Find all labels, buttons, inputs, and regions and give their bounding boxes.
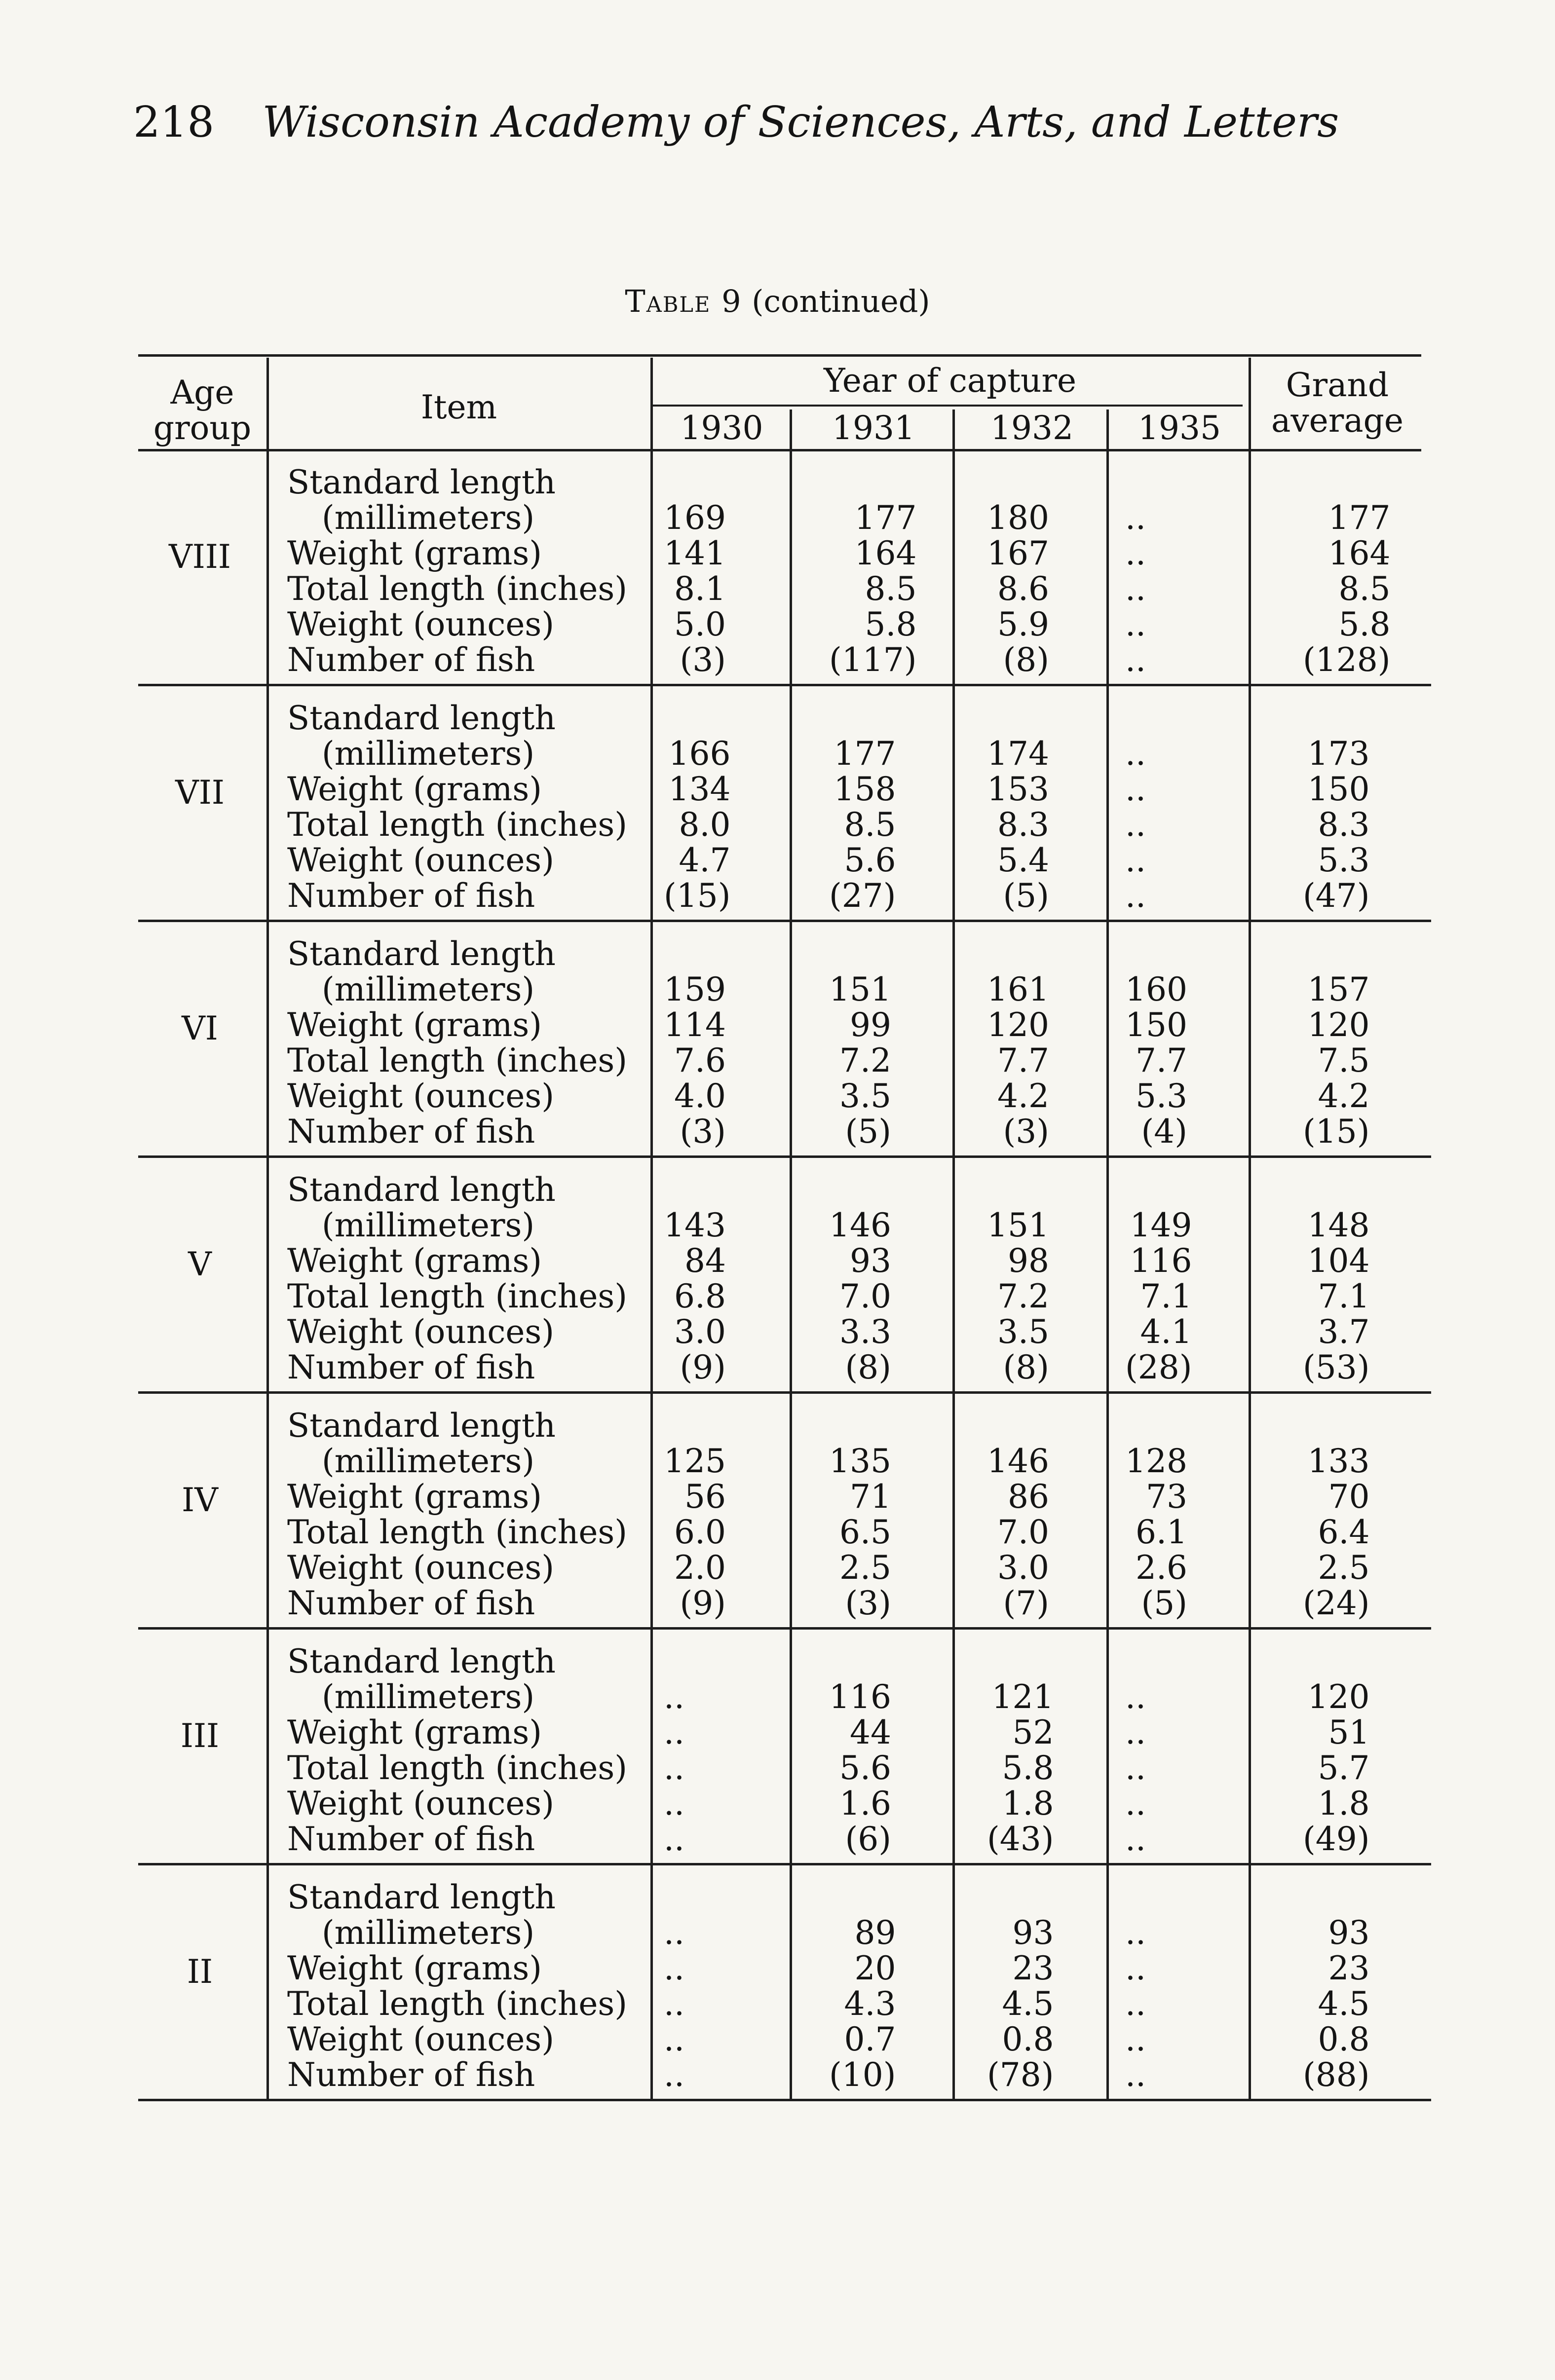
age-group-label: VII <box>175 774 225 812</box>
item-labels <box>287 465 627 678</box>
table-cell: 0.8 <box>1318 2020 1370 2058</box>
header-year-1932: 1932 <box>990 409 1073 447</box>
item-label: Weight (grams) <box>287 534 542 572</box>
table-cell: 86 <box>1008 1478 1049 1516</box>
table-cell: (47) <box>1303 877 1370 915</box>
item-label: (millimeters) <box>322 1914 535 1952</box>
item-label: Standard length <box>287 463 556 501</box>
table-cell: 114 <box>664 1006 726 1044</box>
age-group-label: VIII <box>169 538 231 576</box>
table-cell: .. <box>664 2056 684 2094</box>
value-column-y1935 <box>1125 736 1146 914</box>
value-column-y1931 <box>829 1444 891 1621</box>
value-column-y1930 <box>664 1679 684 1857</box>
table-cell: 7.0 <box>839 1277 891 1315</box>
item-labels <box>287 1644 627 1857</box>
table-cell: (5) <box>1141 1584 1187 1622</box>
table-cell: 160 <box>1125 970 1187 1008</box>
item-label: Standard length <box>287 1171 556 1209</box>
table-cell: .. <box>664 1914 684 1952</box>
value-column-y1931 <box>829 1679 891 1857</box>
value-column-y1935 <box>1125 1444 1187 1621</box>
table-cell: 51 <box>1328 1713 1370 1751</box>
item-label: Number of fish <box>287 877 535 915</box>
item-label: Standard length <box>287 1878 556 1916</box>
table-cell: 6.5 <box>839 1513 891 1551</box>
table-cell: .. <box>1125 841 1146 879</box>
table-cell: 23 <box>1012 1949 1054 1987</box>
table-cell: .. <box>1125 1785 1146 1822</box>
table-cell: 164 <box>1328 534 1391 572</box>
item-label: Weight (grams) <box>287 1006 542 1044</box>
group-separator-rule <box>138 920 1431 922</box>
table-cell: 3.3 <box>839 1313 891 1351</box>
table-cell: (9) <box>680 1348 726 1386</box>
table-cell: .. <box>664 1678 684 1716</box>
table-cell: 8.1 <box>674 570 726 608</box>
table-cell: 8.3 <box>997 806 1049 844</box>
header-year-1930: 1930 <box>680 409 763 447</box>
table-cell: 7.1 <box>1318 1277 1370 1315</box>
header-year-1931: 1931 <box>832 409 915 447</box>
value-column-y1930 <box>664 972 726 1150</box>
table-cell: 164 <box>854 534 917 572</box>
table-continuation: (continued) <box>752 283 930 319</box>
header-bottom-rule <box>138 449 1421 451</box>
item-label: Number of fish <box>287 1348 535 1386</box>
table-cell: (8) <box>1003 1348 1049 1386</box>
group-separator-rule <box>138 684 1431 686</box>
table-cell: 173 <box>1307 735 1370 773</box>
table-cell: (117) <box>829 641 917 679</box>
table-cell: 20 <box>854 1949 896 1987</box>
column-rule <box>650 358 653 2099</box>
table-cell: (49) <box>1303 1820 1370 1858</box>
value-column-y1932 <box>987 1915 1054 2093</box>
table-cell: 166 <box>668 735 731 773</box>
table-cell: 151 <box>987 1206 1049 1244</box>
table-cell: 150 <box>1307 770 1370 808</box>
table-cell: .. <box>1125 806 1146 844</box>
table-cell: (3) <box>680 641 726 679</box>
table-cell: .. <box>1125 1678 1146 1716</box>
table-cell: .. <box>1125 877 1146 915</box>
table-cell: .. <box>664 1820 684 1858</box>
table-cell: 2.5 <box>839 1549 891 1587</box>
value-column-y1930 <box>664 1915 684 2093</box>
column-rule <box>952 409 955 2099</box>
table-cell: 5.8 <box>1002 1749 1054 1787</box>
table-cell: 167 <box>987 534 1049 572</box>
item-labels <box>287 1172 627 1385</box>
item-label: Weight (ounces) <box>287 2020 555 2058</box>
table-cell: .. <box>1125 2056 1146 2094</box>
table-cell: 98 <box>1008 1242 1049 1280</box>
table-cell: 135 <box>829 1442 891 1480</box>
table-cell: 3.5 <box>997 1313 1049 1351</box>
table-cell: 104 <box>1307 1242 1370 1280</box>
table-cell: 150 <box>1125 1006 1187 1044</box>
table-cell: 161 <box>987 970 1049 1008</box>
table-cell: (3) <box>845 1584 891 1622</box>
value-column-y1932 <box>987 736 1049 914</box>
table-cell: 7.7 <box>1136 1041 1187 1079</box>
table-cell: 5.6 <box>839 1749 891 1787</box>
table-cell: (5) <box>1003 877 1049 915</box>
table-cell: .. <box>1125 1949 1146 1987</box>
table-cell: 125 <box>664 1442 726 1480</box>
item-label: Number of fish <box>287 641 535 679</box>
table-cell: (15) <box>1303 1113 1370 1151</box>
table-cell: 99 <box>850 1006 891 1044</box>
item-label: Total length (inches) <box>287 1041 628 1079</box>
table-cell: 8.6 <box>997 570 1049 608</box>
table-cell: (24) <box>1303 1584 1370 1622</box>
age-group-label: III <box>180 1717 220 1755</box>
table-cell: 4.5 <box>1002 1985 1054 2023</box>
table-cell: 5.0 <box>674 605 726 643</box>
value-column-y1930 <box>664 1444 726 1621</box>
column-rule <box>790 409 792 2099</box>
table-cell: 3.0 <box>997 1549 1049 1587</box>
table-cell: (8) <box>1003 641 1049 679</box>
table-cell: 8.5 <box>865 570 917 608</box>
table-cell: 4.2 <box>997 1077 1049 1115</box>
table-cell: 0.7 <box>844 2020 896 2058</box>
table-cell: .. <box>664 1949 684 1987</box>
table-cell: 8.0 <box>679 806 731 844</box>
item-label: Weight (ounces) <box>287 1313 555 1351</box>
table-label: Table 9 <box>625 283 742 319</box>
table-cell: .. <box>1125 605 1146 643</box>
table-cell: 5.6 <box>844 841 896 879</box>
table-cell: .. <box>1125 534 1146 572</box>
item-label: Number of fish <box>287 2056 535 2094</box>
table-cell: 6.1 <box>1136 1513 1187 1551</box>
table-cell: 52 <box>1012 1713 1054 1751</box>
table-cell: 1.8 <box>1318 1785 1370 1822</box>
item-label: Number of fish <box>287 1584 535 1622</box>
table-cell: 148 <box>1307 1206 1370 1244</box>
table-cell: 151 <box>829 970 891 1008</box>
table-cell: (43) <box>987 1820 1054 1858</box>
value-column-grand <box>1303 1679 1369 1857</box>
table-cell: .. <box>1125 499 1146 537</box>
table-cell: 56 <box>684 1478 726 1516</box>
item-label: (millimeters) <box>322 1206 535 1244</box>
value-column-y1932 <box>987 972 1049 1150</box>
table-cell: .. <box>1125 1749 1146 1787</box>
table-cell: 89 <box>854 1914 896 1952</box>
table-cell: 4.1 <box>1140 1313 1192 1351</box>
table-cell: 73 <box>1146 1478 1187 1516</box>
table-cell: 93 <box>1328 1914 1370 1952</box>
table-top-rule <box>138 354 1421 357</box>
table-cell: 5.4 <box>997 841 1049 879</box>
item-label: Standard length <box>287 699 556 737</box>
table-cell: 169 <box>664 499 726 537</box>
table-cell: 149 <box>1130 1206 1192 1244</box>
value-column-y1935 <box>1125 1915 1146 2093</box>
table-cell: (4) <box>1141 1113 1187 1151</box>
table-cell: 2.0 <box>674 1549 726 1587</box>
value-column-y1930 <box>664 736 730 914</box>
age-group-label: V <box>188 1245 212 1283</box>
value-column-y1931 <box>829 736 896 914</box>
table-cell: 159 <box>664 970 726 1008</box>
table-cell: (3) <box>680 1113 726 1151</box>
table-cell: 2.6 <box>1136 1549 1187 1587</box>
table-cell: .. <box>1125 1713 1146 1751</box>
table-cell: (8) <box>845 1348 891 1386</box>
table-cell: 180 <box>987 499 1049 537</box>
table-cell: (53) <box>1303 1348 1370 1386</box>
table-cell: 84 <box>684 1242 726 1280</box>
group-separator-rule <box>138 1627 1431 1630</box>
table-cell: 0.8 <box>1002 2020 1054 2058</box>
table-cell: 146 <box>829 1206 891 1244</box>
table-cell: (88) <box>1303 2056 1370 2094</box>
column-rule <box>1106 409 1109 2099</box>
table-cell: .. <box>1125 570 1146 608</box>
item-label: Weight (ounces) <box>287 1077 555 1115</box>
item-label: Standard length <box>287 1642 556 1680</box>
table-cell: 157 <box>1307 970 1370 1008</box>
table-cell: 177 <box>1328 499 1391 537</box>
table-cell: 6.0 <box>674 1513 726 1551</box>
table-cell: 4.0 <box>674 1077 726 1115</box>
table-cell: .. <box>1125 1820 1146 1858</box>
value-column-y1931 <box>829 972 891 1150</box>
value-column-y1931 <box>829 1208 891 1385</box>
value-column-y1930 <box>664 1208 726 1385</box>
item-labels <box>287 701 627 914</box>
table-cell: 7.7 <box>997 1041 1049 1079</box>
value-column-y1931 <box>829 500 916 678</box>
table-cell: 3.7 <box>1318 1313 1370 1351</box>
item-labels <box>287 1880 627 2093</box>
table-cell: 23 <box>1328 1949 1370 1987</box>
table-cell: 120 <box>987 1006 1049 1044</box>
table-cell: 3.5 <box>839 1077 891 1115</box>
table-cell: 2.5 <box>1318 1549 1370 1587</box>
table-cell: .. <box>664 1713 684 1751</box>
item-label: Total length (inches) <box>287 1513 628 1551</box>
table-cell: .. <box>664 2020 684 2058</box>
value-column-y1935 <box>1125 1208 1192 1385</box>
table-cell: 3.0 <box>674 1313 726 1351</box>
journal-title: Wisconsin Academy of Sciences, Arts, and Letters <box>262 98 1339 147</box>
item-labels <box>287 1408 627 1621</box>
table-cell: .. <box>1125 2020 1146 2058</box>
table-cell: 128 <box>1125 1442 1187 1480</box>
table-cell: (9) <box>680 1584 726 1622</box>
value-column-y1935 <box>1125 1679 1146 1857</box>
header-item: Item <box>420 388 497 426</box>
running-head <box>133 98 1339 147</box>
item-label: Weight (grams) <box>287 1713 542 1751</box>
table-cell: 1.8 <box>1002 1785 1054 1822</box>
table-cell: (10) <box>829 2056 896 2094</box>
table-cell: (15) <box>664 877 731 915</box>
table-cell: 174 <box>987 735 1049 773</box>
table-cell: 158 <box>834 770 896 808</box>
table-cell: 4.2 <box>1318 1077 1370 1115</box>
item-label: (millimeters) <box>322 735 535 773</box>
table-cell: 4.7 <box>679 841 731 879</box>
table-cell: .. <box>1125 735 1146 773</box>
header-year-of-capture: Year of capture <box>823 362 1077 400</box>
table-cell: .. <box>1125 641 1146 679</box>
table-cell: 7.5 <box>1318 1041 1370 1079</box>
table-cell: 5.7 <box>1318 1749 1370 1787</box>
table-cell: .. <box>664 1785 684 1822</box>
item-label: (millimeters) <box>322 499 535 537</box>
value-column-grand <box>1303 972 1369 1150</box>
table-cell: .. <box>664 1985 684 2023</box>
table-cell: 8.3 <box>1318 806 1370 844</box>
table-cell: 44 <box>850 1713 891 1751</box>
table-cell: 143 <box>664 1206 726 1244</box>
group-separator-rule <box>138 1155 1431 1158</box>
item-label: Weight (grams) <box>287 1478 542 1516</box>
value-column-y1935 <box>1125 500 1146 678</box>
table-cell: 70 <box>1328 1478 1370 1516</box>
table-cell: (7) <box>1003 1584 1049 1622</box>
value-column-grand <box>1303 1915 1369 2093</box>
item-labels <box>287 936 627 1150</box>
table-cell: 153 <box>987 770 1049 808</box>
value-column-y1932 <box>987 500 1049 678</box>
value-column-y1932 <box>987 1208 1049 1385</box>
group-separator-rule <box>138 1863 1431 1865</box>
table-cell: 133 <box>1307 1442 1370 1480</box>
item-label: Weight (ounces) <box>287 1785 555 1822</box>
item-label: Weight (ounces) <box>287 1549 555 1587</box>
table-cell: (28) <box>1125 1348 1192 1386</box>
table-cell: 121 <box>991 1678 1054 1716</box>
table-cell: 1.6 <box>839 1785 891 1822</box>
table-cell: 7.2 <box>839 1041 891 1079</box>
table-cell: 134 <box>668 770 731 808</box>
item-label: Weight (ounces) <box>287 605 555 643</box>
table-cell: 93 <box>850 1242 891 1280</box>
table-caption <box>0 283 1555 319</box>
age-group-label: IV <box>182 1481 218 1519</box>
table-cell: (78) <box>987 2056 1054 2094</box>
table-cell: 6.8 <box>674 1277 726 1315</box>
value-column-grand <box>1303 1208 1369 1385</box>
table-cell: 7.2 <box>997 1277 1049 1315</box>
item-label: Total length (inches) <box>287 1985 628 2023</box>
column-rule <box>266 358 269 2099</box>
table-cell: 141 <box>664 534 726 572</box>
table-cell: (5) <box>845 1113 891 1151</box>
item-label: (millimeters) <box>322 1442 535 1480</box>
table-cell: 5.8 <box>1338 605 1391 643</box>
table-cell: 177 <box>834 735 896 773</box>
item-label: Total length (inches) <box>287 1749 628 1787</box>
page-number: 218 <box>133 98 215 147</box>
item-label: Total length (inches) <box>287 570 628 608</box>
table-cell: (6) <box>845 1820 891 1858</box>
table-cell: .. <box>1125 1985 1146 2023</box>
table-cell: 93 <box>1012 1914 1054 1952</box>
table-cell: 5.3 <box>1318 841 1370 879</box>
item-label: Weight (grams) <box>287 1949 542 1987</box>
header-age-group: Age group <box>153 373 252 447</box>
item-label: Weight (grams) <box>287 770 542 808</box>
table-cell: .. <box>1125 1914 1146 1952</box>
table-cell: 7.6 <box>674 1041 726 1079</box>
item-label: (millimeters) <box>322 1678 535 1716</box>
header-year-1935: 1935 <box>1138 409 1221 447</box>
table-cell: 7.1 <box>1140 1277 1192 1315</box>
table-cell: 5.9 <box>997 605 1049 643</box>
table-cell: 116 <box>1130 1242 1192 1280</box>
value-column-y1932 <box>987 1444 1049 1621</box>
table-cell: 5.3 <box>1136 1077 1187 1115</box>
table-cell: (3) <box>1003 1113 1049 1151</box>
value-column-grand <box>1303 736 1369 914</box>
age-group-label: II <box>187 1953 213 1991</box>
item-label: Standard length <box>287 935 556 973</box>
item-label: Total length (inches) <box>287 806 628 844</box>
table-cell: .. <box>1125 770 1146 808</box>
year-header-rule <box>650 405 1243 407</box>
table-cell: 120 <box>1307 1006 1370 1044</box>
table-cell: 8.5 <box>844 806 896 844</box>
table-cell: 71 <box>850 1478 891 1516</box>
item-label: (millimeters) <box>322 970 535 1008</box>
column-rule <box>1249 358 1251 2099</box>
table-cell: (27) <box>829 877 896 915</box>
table-cell: 146 <box>987 1442 1049 1480</box>
table-cell: 7.0 <box>997 1513 1049 1551</box>
value-column-y1930 <box>664 500 726 678</box>
table-cell: 177 <box>854 499 917 537</box>
item-label: Number of fish <box>287 1113 535 1151</box>
age-group-label: VI <box>182 1009 218 1047</box>
header-grand-average: Grand average <box>1271 366 1403 440</box>
item-label: Weight (grams) <box>287 1242 542 1280</box>
value-column-y1931 <box>829 1915 896 2093</box>
table-cell: 6.4 <box>1318 1513 1370 1551</box>
table-cell: .. <box>664 1749 684 1787</box>
group-separator-rule <box>138 1391 1431 1394</box>
value-column-grand <box>1303 1444 1369 1621</box>
table-cell: 4.5 <box>1318 1985 1370 2023</box>
item-label: Total length (inches) <box>287 1277 628 1315</box>
value-column-y1935 <box>1125 972 1187 1150</box>
item-label: Standard length <box>287 1407 556 1445</box>
item-label: Number of fish <box>287 1820 535 1858</box>
item-label: Weight (ounces) <box>287 841 555 879</box>
value-column-grand <box>1303 500 1390 678</box>
table-cell: 4.3 <box>844 1985 896 2023</box>
table-bottom-rule <box>138 2099 1431 2101</box>
value-column-y1932 <box>987 1679 1054 1857</box>
table-cell: (128) <box>1303 641 1391 679</box>
table-cell: 120 <box>1307 1678 1370 1716</box>
table-cell: 5.8 <box>865 605 917 643</box>
table-cell: 116 <box>829 1678 891 1716</box>
table-cell: 8.5 <box>1338 570 1391 608</box>
